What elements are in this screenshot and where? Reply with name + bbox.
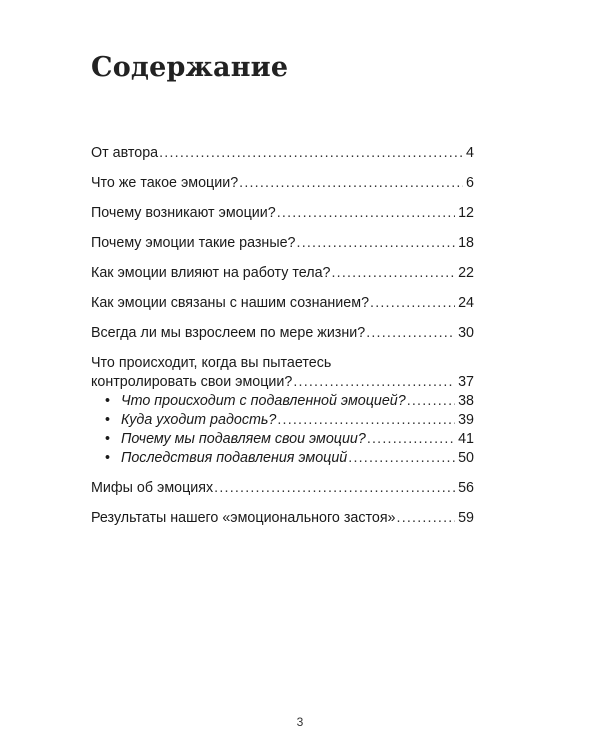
toc-entry[interactable]: [91, 234, 474, 253]
bullet-icon: •: [105, 431, 111, 447]
leader-dots: [367, 430, 455, 449]
toc-entry-page: 37: [458, 374, 474, 390]
toc-entry-page: 6: [466, 175, 474, 191]
toc-entry[interactable]: [91, 509, 474, 528]
toc-subentry-page: 41: [458, 431, 474, 447]
toc-entry-title: Как эмоции связаны с нашим сознанием?: [91, 295, 370, 311]
toc-subentry-title: Почему мы подавляем свои эмоции?: [121, 431, 366, 447]
leader-dots: [239, 174, 463, 193]
page-title: Содержание: [91, 52, 289, 83]
toc-subentry-title: Последствия подавления эмоций: [121, 450, 348, 466]
toc-entry-page: 56: [458, 480, 474, 496]
toc-subentry-title: Что происходит с подавленной эмоцией?: [121, 393, 406, 409]
toc-entry-title: Результаты нашего «эмоционального застоя»: [91, 510, 396, 526]
toc-subentry-page: 38: [458, 393, 474, 409]
toc-entry-page: 18: [458, 235, 474, 251]
toc-subentry[interactable]: [91, 449, 474, 468]
toc-entry[interactable]: [91, 144, 474, 163]
toc-subentry-title: Куда уходит радость?: [121, 412, 277, 428]
leader-dots: [407, 392, 455, 411]
leader-dots: [214, 479, 455, 498]
toc-subentry[interactable]: [91, 411, 474, 430]
toc-subentry[interactable]: [91, 430, 474, 449]
toc-entry-title: Что же такое эмоции?: [91, 175, 239, 191]
leader-dots: [370, 294, 455, 313]
toc-entry-page: 59: [458, 510, 474, 526]
toc-subentry[interactable]: [91, 392, 474, 411]
table-of-contents: [91, 144, 474, 539]
toc-entry-title-line1: Что происходит, когда вы пытаетесь: [91, 355, 332, 371]
toc-entry[interactable]: [91, 204, 474, 223]
toc-entry[interactable]: [91, 264, 474, 283]
leader-dots: [277, 204, 455, 223]
leader-dots: [297, 234, 456, 253]
page-number: 3: [296, 715, 304, 729]
bullet-icon: •: [105, 393, 111, 409]
toc-subentries: [91, 392, 474, 468]
bullet-icon: •: [105, 412, 111, 428]
toc-entry-title-line2: контролировать свои эмоции?: [91, 374, 293, 390]
toc-entry-page: 12: [458, 205, 474, 221]
leader-dots: [293, 373, 455, 392]
toc-entry[interactable]: [91, 354, 474, 468]
toc-entry-page: 30: [458, 325, 474, 341]
toc-entry-title: Как эмоции влияют на работу тела?: [91, 265, 331, 281]
leader-dots: [331, 264, 455, 283]
leader-dots: [397, 509, 456, 528]
toc-entry-title: От автора: [91, 145, 159, 161]
toc-subentry-page: 39: [458, 412, 474, 428]
toc-entry-title: Мифы об эмоциях: [91, 480, 214, 496]
toc-entry-title: Всегда ли мы взрослеем по мере жизни?: [91, 325, 366, 341]
toc-entry[interactable]: [91, 174, 474, 193]
toc-entry[interactable]: [91, 294, 474, 313]
toc-subentry-page: 50: [458, 450, 474, 466]
toc-entry-page: 4: [466, 145, 474, 161]
toc-entry-page: 24: [458, 295, 474, 311]
toc-entry[interactable]: [91, 324, 474, 343]
toc-entry-title: Почему возникают эмоции?: [91, 205, 276, 221]
leader-dots: [159, 144, 463, 163]
toc-entry-title: Почему эмоции такие разные?: [91, 235, 296, 251]
leader-dots: [277, 411, 455, 430]
bullet-icon: •: [105, 450, 111, 466]
leader-dots: [348, 449, 455, 468]
toc-entry-page: 22: [458, 265, 474, 281]
toc-entry[interactable]: [91, 479, 474, 498]
leader-dots: [366, 324, 455, 343]
